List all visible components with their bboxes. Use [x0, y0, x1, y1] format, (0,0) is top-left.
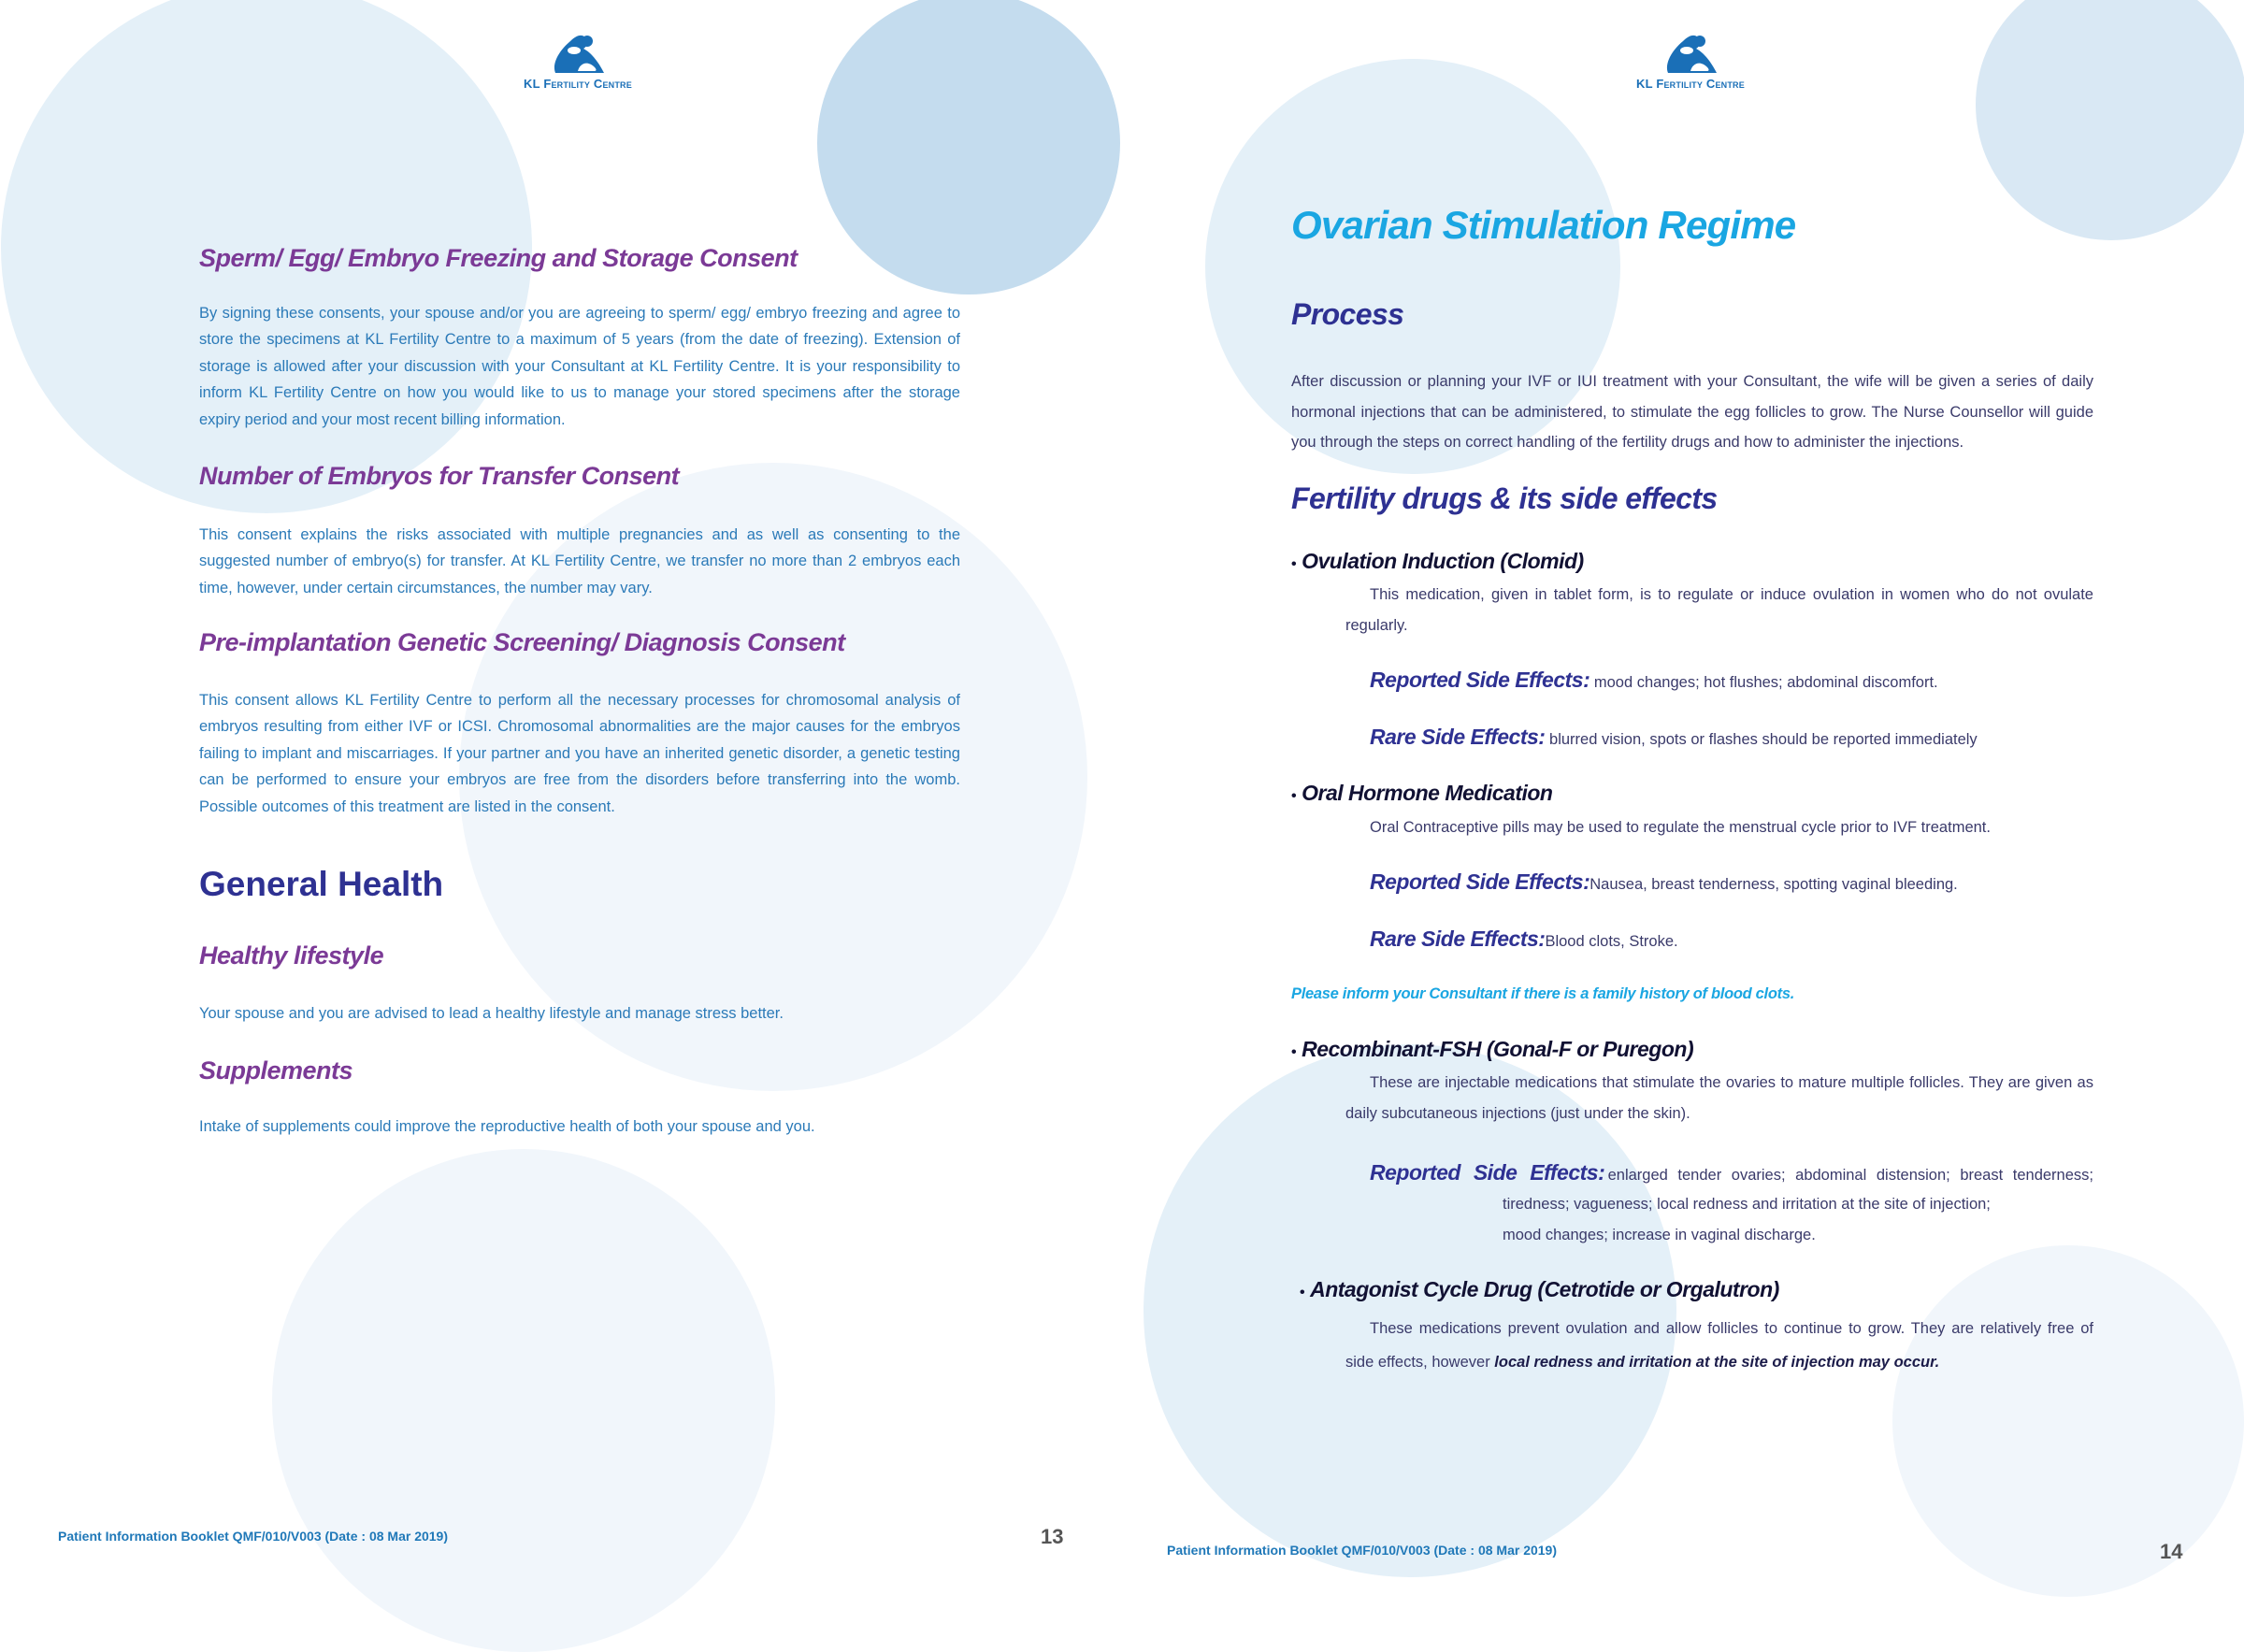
bullet-icon: •: [1291, 788, 1297, 804]
process-heading: Process: [1291, 297, 1404, 331]
section-heading-pgs-consent: Pre-implantation Genetic Screening/ Diagnosis Consent: [199, 628, 845, 656]
page-13: [0, 0, 1122, 1587]
bullet-icon: •: [1291, 556, 1297, 572]
drug-description-text: These medications prevent ovulation and allow follicles to continue to grow. They are relatively free of side effects, however: [1345, 1320, 2093, 1371]
drug-item-antagonist: [1300, 1277, 1779, 1302]
kl-fertility-logo-icon: [1662, 32, 1719, 75]
rare-side-effects: [1370, 927, 1678, 952]
fertility-drugs-heading: Fertility drugs & its side effects: [1291, 481, 1718, 515]
drug-name: Antagonist Cycle Drug (Cetrotide or Orgalutron): [1310, 1277, 1779, 1301]
drug-name: Ovulation Induction (Clomid): [1302, 549, 1584, 573]
drug-description: These are injectable medications that stimulate the ovaries to mature multiple follicles. They are given as daily subcutaneous injections (just under the skin).: [1345, 1074, 2093, 1122]
reported-side-effects: [1370, 869, 1958, 895]
process-body: After discussion or planning your IVF or IUI treatment with your Consultant, the wife will be given a series of daily hormonal injections that can be administered, to stimulate the egg follicles to grow. The Nurse Counsellor will guide you through the steps on correct handling of the fertility drugs and how to administer the injections.: [1291, 373, 2093, 451]
rare-side-effects-label: Rare Side Effects:: [1370, 725, 1546, 749]
logo-text: KL Fertility Centre: [1636, 77, 1745, 91]
reported-side-effects-continued: mood changes; increase in vaginal discharge.: [1503, 1227, 1816, 1243]
bullet-icon: •: [1291, 1044, 1297, 1060]
bullet-icon: •: [1300, 1285, 1305, 1300]
rare-side-effects-text: blurred vision, spots or flashes should be reported immediately: [1549, 731, 1978, 748]
healthy-lifestyle-heading: Healthy lifestyle: [199, 941, 384, 970]
logo: [1625, 32, 1756, 91]
drug-description: [1345, 1312, 2093, 1379]
drug-item-recombinant-fsh: [1291, 1037, 1693, 1062]
footer-booklet-reference: Patient Information Booklet QMF/010/V003 (Date : 08 Mar 2019): [1167, 1543, 1558, 1558]
reported-side-effects-label: Reported Side Effects:: [1370, 668, 1590, 692]
section-heading-freezing-consent: Sperm/ Egg/ Embryo Freezing and Storage Consent: [199, 244, 798, 272]
page-number: 13: [1041, 1525, 1064, 1548]
reported-side-effects: [1370, 668, 1938, 693]
reported-side-effects-label: Reported Side Effects:: [1370, 1160, 1605, 1185]
reported-side-effects: [1370, 1160, 2093, 1185]
supplements-body: Intake of supplements could improve the reproductive health of both your spouse and you.: [199, 1118, 815, 1135]
supplements-heading: Supplements: [199, 1056, 353, 1085]
drug-description: Oral Contraceptive pills may be used to regulate the menstrual cycle prior to IVF treatment.: [1370, 819, 1991, 836]
kl-fertility-logo-icon: [550, 32, 606, 75]
reported-side-effects-text: Nausea, breast tenderness, spotting vaginal bleeding.: [1590, 876, 1958, 893]
logo-text: KL Fertility Centre: [524, 77, 632, 91]
blood-clot-warning-note: Please inform your Consultant if there is a family history of blood clots.: [1291, 985, 1794, 1002]
reported-side-effects-continued: tiredness; vagueness; local redness and irritation at the site of injection;: [1503, 1196, 1991, 1213]
footer-booklet-reference: Patient Information Booklet QMF/010/V003 (Date : 08 Mar 2019): [58, 1529, 449, 1544]
section-body-embryo-transfer-consent: This consent explains the risks associated with multiple pregnancies and as well as consenting to the suggested number of embryo(s) for transfer. At KL Fertility Centre, we transfer no more than 2 embryos each time, however, under certain circumstances, the number may vary.: [199, 526, 960, 596]
section-body-pgs-consent: This consent allows KL Fertility Centre to perform all the necessary processes for chromosomal analysis of embryos resulting from either IVF or ICSI. Chromosomal abnormalities are the major causes for the embryos failing to implant and miscarriages. If your partner and you have an inherited genetic disorder, a genetic testing can be performed to ensure your embryos are free from the disorders before transferring into the womb. Possible outcomes of this treatment are listed in the consent.: [199, 692, 960, 815]
page-14: [1122, 0, 2244, 1587]
reported-side-effects-label: Reported Side Effects:: [1370, 869, 1590, 894]
reported-side-effects-text: mood changes; hot flushes; abdominal discomfort.: [1593, 674, 1938, 691]
healthy-lifestyle-body: Your spouse and you are advised to lead a healthy lifestyle and manage stress better.: [199, 1005, 784, 1022]
drug-description-emphasis: local redness and irritation at the site of injection may occur.: [1494, 1354, 1940, 1371]
drug-item-clomid: [1291, 549, 1584, 574]
page-number: 14: [2160, 1540, 2183, 1563]
page-title: Ovarian Stimulation Regime: [1291, 203, 1796, 247]
rare-side-effects: [1370, 725, 1978, 750]
rare-side-effects-label: Rare Side Effects:: [1370, 927, 1546, 951]
logo: [512, 32, 643, 91]
rare-side-effects-text: Blood clots, Stroke.: [1545, 933, 1678, 950]
section-heading-embryo-transfer-consent: Number of Embryos for Transfer Consent: [199, 462, 680, 490]
drug-name: Recombinant-FSH (Gonal-F or Puregon): [1302, 1037, 1694, 1061]
reported-side-effects-text: enlarged tender ovaries; abdominal distension; breast tenderness;: [1607, 1167, 2093, 1184]
general-health-title: General Health: [199, 865, 444, 903]
section-body-freezing-consent: By signing these consents, your spouse and/or you are agreeing to sperm/ egg/ embryo freezing and agree to store the specimens at KL Fertility Centre to a maximum of 5 years (from the date of freezing). Extension of storage is allowed after your discussion with your Consultant at KL Fertility Centre. It is your responsibility to inform KL Fertility Centre on how you would like to us to manage your stored specimens after the storage expiry period and your most recent billing information.: [199, 305, 960, 428]
drug-name: Oral Hormone Medication: [1302, 781, 1553, 805]
drug-description: This medication, given in tablet form, is to regulate or induce ovulation in women who do not ovulate regularly.: [1345, 586, 2093, 634]
drug-item-oral-hormone: [1291, 781, 1552, 806]
